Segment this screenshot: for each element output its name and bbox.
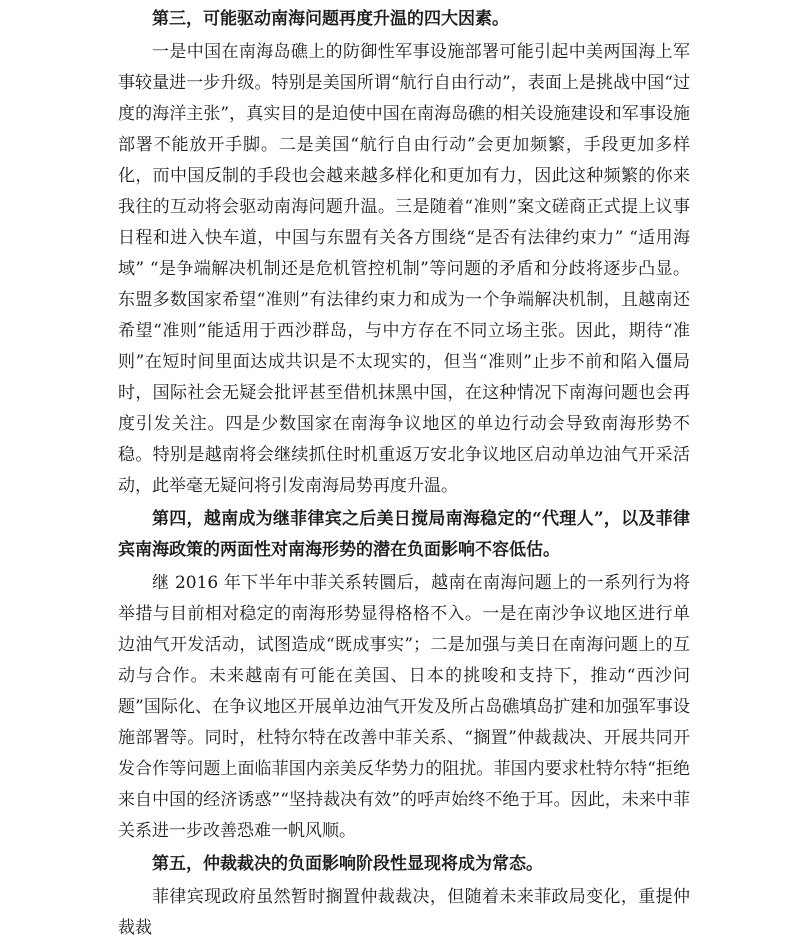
- section-heading-5: 第五，仲裁裁决的负面影响阶段性显现将成为常态。: [152, 854, 543, 874]
- body-paragraph-5: 菲律宾现政府虽然暂时搁置仲裁裁决，但随着未来菲政局变化，重提仲裁裁: [118, 887, 690, 938]
- body-paragraph-4: 继 2016 年下半年中菲关系转圜后，越南在南海问题上的一系列行为将举措与目前相对稳定的南海形势显得格格不入。一是在南沙争议地区进行单边油气开发活动，试图造成“既成事实”；二是加强与美日在南海问题上的互动与合作。未来越南有可能在美国、日本的挑唆和支持下，推动“西沙问题”国际化、在争议地区开展单边油气开发及所占岛礁填岛扩建和加强军事设施部署等。同时，杜特尔特在改善中菲关系、“搁置”仲裁裁决、开展共同开发合作等问题上面临菲国内亲美反华势力的阻扰。菲国内要求杜特尔特“拒绝来自中国的经济诱惑”“坚持裁决有效”的呼声始终不绝于耳。因此，未来中菲关系进一步改善恐难一帆风顺。: [118, 573, 690, 841]
- document-body: [118, 0, 690, 944]
- section-heading-4: 第四，越南成为继菲律宾之后美日搅局南海稳定的“代理人”，以及菲律宾南海政策的两面性对南海形势的潜在负面影响不容低估。: [118, 509, 690, 560]
- section-heading-3: 第三，可能驱动南海问题再度升温的四大因素。: [152, 9, 509, 29]
- body-paragraph-3: 一是中国在南海岛礁上的防御性军事设施部署可能引起中美两国海上军事较量进一步升级。特别是美国所谓“航行自由行动”，表面上是挑战中国“过度的海洋主张”，真实目的是迫使中国在南海岛礁的相关设施建设和军事设施部署不能放开手脚。二是美国“航行自由行动”会更加频繁，手段更加多样化，而中国反制的手段也会越来越多样化和更加有力，因此这种频繁的你来我往的互动将会驱动南海问题升温。三是随着“准则”案文磋商正式提上议事日程和进入快车道，中国与东盟有关各方围绕“是否有法律约束力” “适用海域” “是争端解决机制还是危机管控机制”等问题的矛盾和分歧将逐步凸显。东盟多数国家希望“准则”有法律约束力和成为一个争端解决机制，且越南还希望“准则”能适用于西沙群岛，与中方存在不同立场主张。因此，期待“准则”在短时间里面达成共识是不太现实的，但当“准则”止步不前和陷入僵局时，国际社会无疑会批评甚至借机抹黑中国，在这种情况下南海问题也会再度引发关注。四是少数国家在南海争议地区的单边行动会导致南海形势不稳。特别是越南将会继续抓住时机重返万安北争议地区启动单边油气开采活动，此举毫无疑问将引发南海局势再度升温。: [118, 42, 690, 496]
